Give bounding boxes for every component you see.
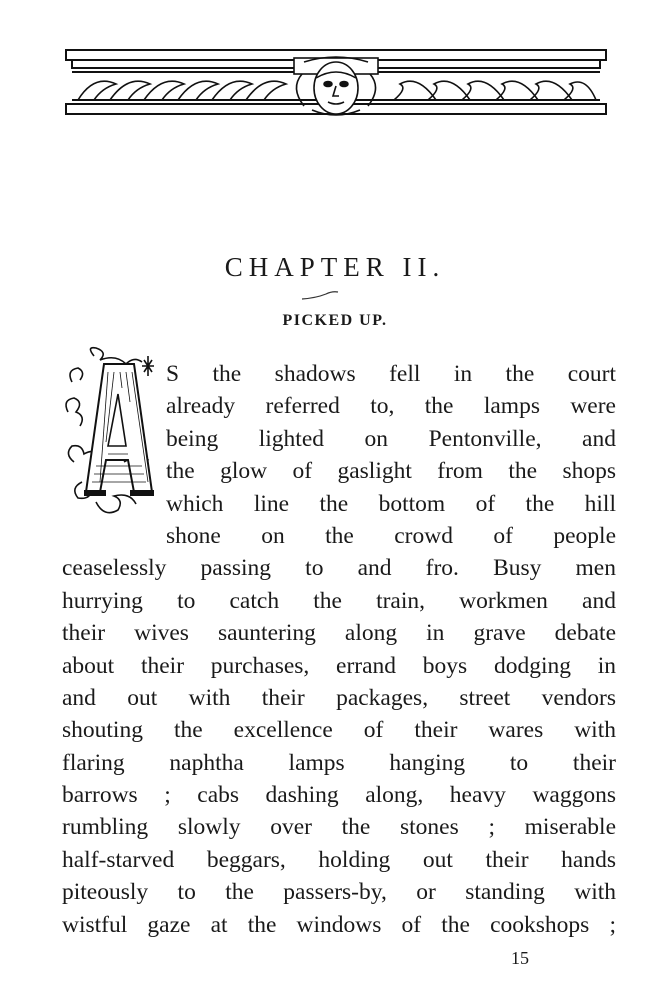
chapter-body-text [62,358,616,941]
ornamental-headpiece [64,44,608,126]
body-line: hurrying to catch the train, workmen and [62,587,616,614]
chapter-title: CHAPTER II. [224,252,446,282]
body-line: ceaselessly passing to and fro. Busy men [62,555,616,582]
body-line: which line the bottom of the hill [166,490,616,517]
body-line: shone on the crowd of people [166,522,616,549]
body-line: piteously to the passers-by, or standing with [62,879,616,906]
body-line: the glow of gaslight from the shops [166,458,616,485]
flourish-icon [298,289,346,301]
body-line: wistful gaze at the windows of the cookshops ; [62,911,616,938]
body-line: rumbling slowly over the stones ; miserable [62,814,616,841]
page-number: 15 [511,948,529,968]
body-line: already referred to, the lamps were [166,393,616,420]
mask-icon [294,57,378,115]
body-line: about their purchases, errand boys dodging in [62,652,616,679]
body-line: shouting the excellence of their wares with [62,717,616,744]
body-line: flaring naphtha lamps hanging to their [62,749,616,776]
body-line: being lighted on Pentonville, and [166,425,616,452]
body-line: their wives sauntering along in grave debate [62,620,616,647]
body-line: and out with their packages, street vendors [62,684,616,711]
body-line: half-starved beggars, holding out their hands [62,846,616,873]
body-line: S the shadows fell in the court [166,361,616,387]
chapter-subtitle: PICKED UP. [282,312,388,329]
body-line: barrows ; cabs dashing along, heavy waggons [62,782,616,809]
